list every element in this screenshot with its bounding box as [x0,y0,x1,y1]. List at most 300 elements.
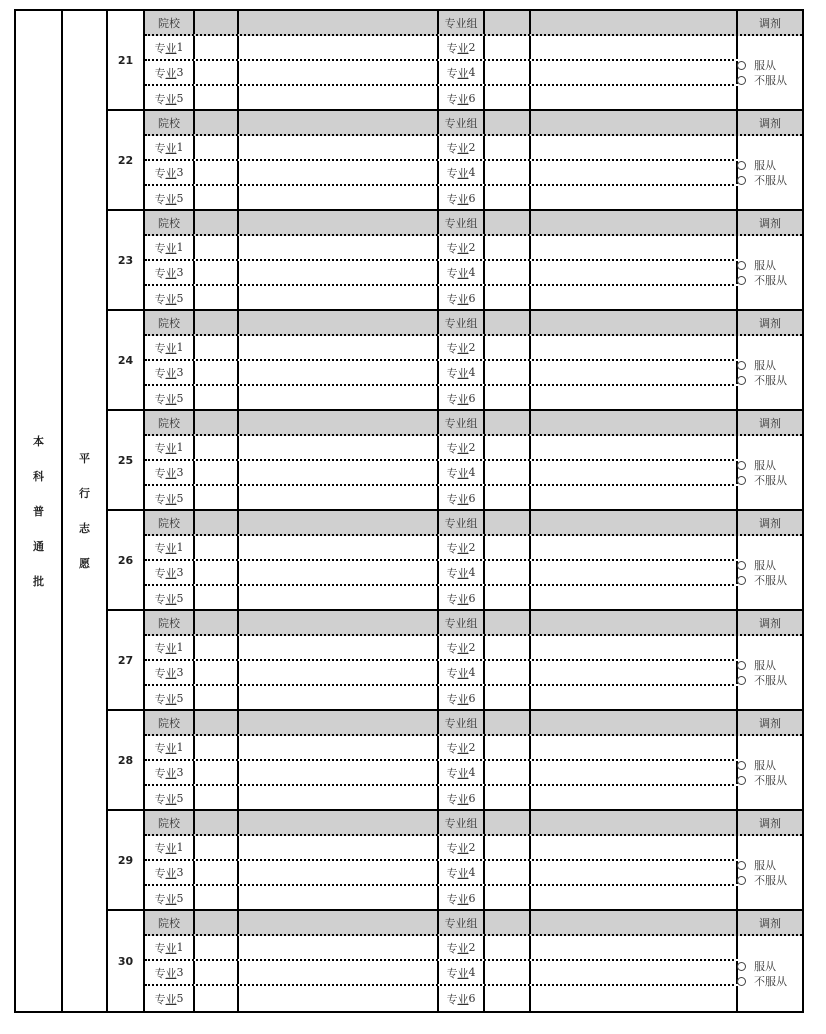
adjust-decline-option[interactable]: 不服从 [737,273,802,288]
adjust-decline-option[interactable]: 不服从 [737,974,802,989]
major-3-code-field[interactable] [195,861,239,884]
school-code-field[interactable] [195,211,239,234]
major-5-label: 专 业 5 [145,86,195,111]
choice-number: 28 [108,711,145,809]
school-name-field[interactable] [239,311,439,334]
major-2-name-field[interactable] [531,836,738,859]
radio-icon[interactable] [737,962,746,971]
major-4-label: 专 业 4 [439,761,485,784]
school-label: 院校 [145,111,195,134]
major-4-name-field[interactable] [531,961,738,984]
major-4-code-field[interactable] [485,761,531,784]
major-row [145,261,734,286]
major-1-code-field[interactable] [195,636,239,659]
group-code-field[interactable] [485,511,531,534]
major-5-name-field[interactable] [239,986,439,1011]
major-row [145,386,734,411]
radio-icon[interactable] [737,261,746,270]
major-2-name-field[interactable] [531,736,738,759]
major-3-code-field[interactable] [195,261,239,284]
radio-icon[interactable] [737,761,746,770]
major-6-code-field[interactable] [485,186,531,211]
major-3-name-field[interactable] [239,161,439,184]
major-6-name-field[interactable] [531,886,738,911]
major-1-code-field[interactable] [195,336,239,359]
choice-block [108,311,802,411]
adjust-accept-option[interactable]: 服从 [737,458,802,473]
major-5-code-field[interactable] [195,986,239,1011]
major-6-name-field[interactable] [531,986,738,1011]
major-1-code-field[interactable] [195,736,239,759]
school-code-field[interactable] [195,911,239,934]
major-1-name-field[interactable] [239,136,439,159]
major-3-name-field[interactable] [239,961,439,984]
major-2-code-field[interactable] [485,636,531,659]
adjust-label: 调剂 [759,516,781,530]
adjust-decline-option[interactable]: 不服从 [737,873,802,888]
major-4-code-field[interactable] [485,261,531,284]
major-1-name-field[interactable] [239,936,439,959]
major-row [145,986,734,1011]
choice-number: 24 [108,311,145,409]
major-1-name-field[interactable] [239,636,439,659]
major-3-name-field[interactable] [239,61,439,84]
major-row [145,961,734,986]
major-6-code-field[interactable] [485,786,531,811]
major-1-code-field[interactable] [195,436,239,459]
major-2-code-field[interactable] [485,36,531,59]
school-code-field[interactable] [195,711,239,734]
batch-char: 通 [33,539,44,553]
adjust-accept-option[interactable]: 服从 [737,158,802,173]
major-row [145,886,734,911]
major-3-label: 专 业 3 [145,561,195,584]
radio-icon[interactable] [737,561,746,570]
major-5-code-field[interactable] [195,186,239,211]
radio-icon[interactable] [737,461,746,470]
school-header-row [145,711,802,736]
school-name-field[interactable] [239,111,439,134]
group-name-field[interactable] [531,311,738,334]
major-6-label: 专 业 6 [439,886,485,911]
major-5-code-field[interactable] [195,386,239,411]
major-2-label: 专 业 2 [439,436,485,459]
choice-block [108,411,802,511]
major-5-name-field[interactable] [239,586,439,611]
major-5-code-field[interactable] [195,786,239,811]
major-row [145,461,734,486]
major-row [145,561,734,586]
group-name-field[interactable] [531,511,738,534]
major-3-label: 专 业 3 [145,961,195,984]
major-5-label: 专 业 5 [145,286,195,311]
group-code-field[interactable] [485,911,531,934]
major-5-label: 专 业 5 [145,686,195,711]
major-4-name-field[interactable] [531,361,738,384]
major-1-name-field[interactable] [239,736,439,759]
major-6-code-field[interactable] [485,486,531,511]
major-row [145,136,734,161]
major-6-name-field[interactable] [531,286,738,311]
major-1-code-field[interactable] [195,836,239,859]
major-5-name-field[interactable] [239,486,439,511]
major-3-label: 专 业 3 [145,861,195,884]
group-name-field[interactable] [531,11,738,34]
major-3-code-field[interactable] [195,661,239,684]
major-4-code-field[interactable] [485,61,531,84]
choice-block [108,211,802,311]
major-3-label: 专 业 3 [145,661,195,684]
school-code-field[interactable] [195,311,239,334]
school-header-row [145,911,802,936]
school-code-field[interactable] [195,111,239,134]
adjust-accept-option[interactable]: 服从 [737,959,802,974]
school-header-row [145,311,802,336]
batch-label-column [16,11,63,1011]
major-1-name-field[interactable] [239,336,439,359]
radio-icon[interactable] [737,276,746,285]
major-6-code-field[interactable] [485,386,531,411]
major-4-label: 专 业 4 [439,261,485,284]
radio-icon[interactable] [737,376,746,385]
major-2-name-field[interactable] [531,336,738,359]
major-3-code-field[interactable] [195,561,239,584]
group-name-field[interactable] [531,111,738,134]
major-2-code-field[interactable] [485,336,531,359]
group-label: 专业组 [439,911,485,934]
major-2-code-field[interactable] [485,236,531,259]
major-2-name-field[interactable] [531,36,738,59]
major-3-code-field[interactable] [195,61,239,84]
group-code-field[interactable] [485,611,531,634]
major-2-name-field[interactable] [531,936,738,959]
major-1-code-field[interactable] [195,236,239,259]
adjust-accept-option[interactable]: 服从 [737,858,802,873]
major-6-name-field[interactable] [531,786,738,811]
major-2-name-field[interactable] [531,436,738,459]
choice-number: 23 [108,211,145,309]
major-4-code-field[interactable] [485,561,531,584]
group-code-field[interactable] [485,211,531,234]
group-code-field[interactable] [485,811,531,834]
major-4-name-field[interactable] [531,861,738,884]
radio-icon[interactable] [737,176,746,185]
adjust-accept-option[interactable]: 服从 [737,58,802,73]
group-code-field[interactable] [485,411,531,434]
choice-block [108,711,802,811]
major-3-name-field[interactable] [239,461,439,484]
major-6-name-field[interactable] [531,586,738,611]
major-4-code-field[interactable] [485,661,531,684]
major-5-code-field[interactable] [195,886,239,911]
major-4-label: 专 业 4 [439,461,485,484]
major-3-code-field[interactable] [195,361,239,384]
radio-icon[interactable] [737,576,746,585]
major-5-code-field[interactable] [195,286,239,311]
group-name-field[interactable] [531,911,738,934]
adjust-options [734,536,802,609]
major-5-label: 专 业 5 [145,586,195,611]
major-4-name-field[interactable] [531,761,738,784]
group-label: 专业组 [439,11,485,34]
major-1-name-field[interactable] [239,36,439,59]
major-6-name-field[interactable] [531,186,738,211]
major-1-code-field[interactable] [195,36,239,59]
major-5-code-field[interactable] [195,86,239,111]
major-5-name-field[interactable] [239,186,439,211]
major-2-name-field[interactable] [531,236,738,259]
school-name-field[interactable] [239,411,439,434]
major-1-label: 专 业 1 [145,236,195,259]
major-4-label: 专 业 4 [439,561,485,584]
major-row [145,186,734,211]
major-5-name-field[interactable] [239,886,439,911]
school-name-field[interactable] [239,511,439,534]
school-label: 院校 [145,511,195,534]
major-6-name-field[interactable] [531,486,738,511]
major-5-name-field[interactable] [239,86,439,111]
major-row [145,161,734,186]
major-1-label: 专 业 1 [145,436,195,459]
group-label: 专业组 [439,511,485,534]
adjust-accept-option[interactable]: 服从 [737,358,802,373]
adjust-options [734,436,802,509]
major-6-code-field[interactable] [485,986,531,1011]
major-1-code-field[interactable] [195,936,239,959]
group-name-field[interactable] [531,811,738,834]
major-4-code-field[interactable] [485,361,531,384]
major-4-name-field[interactable] [531,161,738,184]
major-3-name-field[interactable] [239,661,439,684]
major-1-label: 专 业 1 [145,936,195,959]
adjust-accept-option[interactable]: 服从 [737,558,802,573]
radio-icon[interactable] [737,977,746,986]
choice-block [108,511,802,611]
adjust-decline-option[interactable]: 不服从 [737,173,802,188]
major-6-label: 专 业 6 [439,286,485,311]
major-2-name-field[interactable] [531,636,738,659]
major-3-name-field[interactable] [239,561,439,584]
major-row [145,686,734,711]
major-2-label: 专 业 2 [439,936,485,959]
adjust-label: 调剂 [759,116,781,130]
major-5-name-field[interactable] [239,786,439,811]
major-2-code-field[interactable] [485,536,531,559]
major-2-name-field[interactable] [531,536,738,559]
major-6-label: 专 业 6 [439,486,485,511]
adjust-options [734,236,802,309]
major-3-code-field[interactable] [195,161,239,184]
school-name-field[interactable] [239,911,439,934]
adjust-options [734,136,802,209]
major-4-code-field[interactable] [485,961,531,984]
major-3-label: 专 业 3 [145,161,195,184]
major-2-label: 专 业 2 [439,836,485,859]
major-5-code-field[interactable] [195,486,239,511]
school-name-field[interactable] [239,711,439,734]
major-4-code-field[interactable] [485,461,531,484]
major-1-name-field[interactable] [239,536,439,559]
adjust-options [734,336,802,409]
major-6-code-field[interactable] [485,86,531,111]
major-row [145,61,734,86]
major-5-code-field[interactable] [195,686,239,711]
group-code-field[interactable] [485,311,531,334]
major-6-code-field[interactable] [485,686,531,711]
major-2-code-field[interactable] [485,436,531,459]
group-label: 专业组 [439,711,485,734]
major-3-name-field[interactable] [239,261,439,284]
group-label: 专业组 [439,111,485,134]
major-4-name-field[interactable] [531,61,738,84]
group-label: 专业组 [439,811,485,834]
group-label: 专业组 [439,411,485,434]
group-name-field[interactable] [531,611,738,634]
school-label: 院校 [145,811,195,834]
choice-block [108,111,802,211]
adjust-decline-option[interactable]: 不服从 [737,373,802,388]
major-2-label: 专 业 2 [439,236,485,259]
major-3-code-field[interactable] [195,761,239,784]
school-code-field[interactable] [195,811,239,834]
school-name-field[interactable] [239,11,439,34]
major-6-name-field[interactable] [531,686,738,711]
adjust-decline-option[interactable]: 不服从 [737,573,802,588]
major-6-name-field[interactable] [531,386,738,411]
choice-number: 26 [108,511,145,609]
school-name-field[interactable] [239,811,439,834]
adjust-label: 调剂 [759,716,781,730]
group-name-field[interactable] [531,711,738,734]
adjust-decline-option[interactable]: 不服从 [737,73,802,88]
major-4-name-field[interactable] [531,461,738,484]
major-3-name-field[interactable] [239,761,439,784]
major-4-code-field[interactable] [485,161,531,184]
major-1-code-field[interactable] [195,536,239,559]
school-code-field[interactable] [195,411,239,434]
school-code-field[interactable] [195,11,239,34]
school-header-row [145,211,802,236]
school-header-row [145,11,802,36]
major-4-name-field[interactable] [531,261,738,284]
adjust-accept-option[interactable]: 服从 [737,258,802,273]
major-3-code-field[interactable] [195,461,239,484]
major-1-name-field[interactable] [239,836,439,859]
group-label: 专业组 [439,211,485,234]
school-header-row [145,111,802,136]
major-2-label: 专 业 2 [439,536,485,559]
major-6-label: 专 业 6 [439,186,485,211]
radio-icon[interactable] [737,76,746,85]
major-1-label: 专 业 1 [145,736,195,759]
major-3-label: 专 业 3 [145,61,195,84]
choice-number: 30 [108,911,145,1011]
school-code-field[interactable] [195,511,239,534]
major-3-code-field[interactable] [195,961,239,984]
major-1-name-field[interactable] [239,436,439,459]
radio-icon[interactable] [737,61,746,70]
major-4-label: 专 业 4 [439,361,485,384]
group-name-field[interactable] [531,411,738,434]
radio-icon[interactable] [737,876,746,885]
major-6-code-field[interactable] [485,586,531,611]
major-4-name-field[interactable] [531,561,738,584]
major-6-code-field[interactable] [485,886,531,911]
major-6-label: 专 业 6 [439,686,485,711]
adjust-accept-option[interactable]: 服从 [737,658,802,673]
major-row [145,486,734,511]
major-3-name-field[interactable] [239,361,439,384]
major-5-name-field[interactable] [239,286,439,311]
major-row [145,786,734,811]
radio-icon[interactable] [737,476,746,485]
major-2-code-field[interactable] [485,936,531,959]
major-row [145,661,734,686]
adjust-label: 调剂 [759,816,781,830]
school-label: 院校 [145,411,195,434]
school-code-field[interactable] [195,611,239,634]
radio-icon[interactable] [737,861,746,870]
major-5-name-field[interactable] [239,686,439,711]
adjust-label: 调剂 [759,416,781,430]
major-4-code-field[interactable] [485,861,531,884]
radio-icon[interactable] [737,661,746,670]
choice-block [108,611,802,711]
group-code-field[interactable] [485,111,531,134]
major-5-code-field[interactable] [195,586,239,611]
radio-icon[interactable] [737,676,746,685]
major-4-label: 专 业 4 [439,961,485,984]
adjust-label: 调剂 [759,16,781,30]
major-row [145,236,734,261]
adjust-options [734,636,802,709]
batch-char: 普 [33,504,44,518]
group-name-field[interactable] [531,211,738,234]
major-4-name-field[interactable] [531,661,738,684]
major-2-code-field[interactable] [485,736,531,759]
adjust-decline-option[interactable]: 不服从 [737,473,802,488]
adjust-decline-option[interactable]: 不服从 [737,673,802,688]
major-1-name-field[interactable] [239,236,439,259]
radio-icon[interactable] [737,361,746,370]
school-label: 院校 [145,311,195,334]
radio-icon[interactable] [737,161,746,170]
major-row [145,936,734,961]
major-6-label: 专 业 6 [439,386,485,411]
major-1-code-field[interactable] [195,136,239,159]
group-code-field[interactable] [485,11,531,34]
major-5-name-field[interactable] [239,386,439,411]
mode-char: 行 [79,487,90,500]
group-code-field[interactable] [485,711,531,734]
radio-icon[interactable] [737,776,746,785]
major-6-code-field[interactable] [485,286,531,311]
major-3-name-field[interactable] [239,861,439,884]
school-name-field[interactable] [239,611,439,634]
major-row [145,761,734,786]
major-4-label: 专 业 4 [439,661,485,684]
major-2-code-field[interactable] [485,136,531,159]
mode-char: 愿 [79,557,90,570]
major-1-label: 专 业 1 [145,836,195,859]
adjust-decline-option[interactable]: 不服从 [737,773,802,788]
major-row [145,836,734,861]
adjust-accept-option[interactable]: 服从 [737,758,802,773]
major-2-name-field[interactable] [531,136,738,159]
major-6-name-field[interactable] [531,86,738,111]
major-2-code-field[interactable] [485,836,531,859]
school-name-field[interactable] [239,211,439,234]
